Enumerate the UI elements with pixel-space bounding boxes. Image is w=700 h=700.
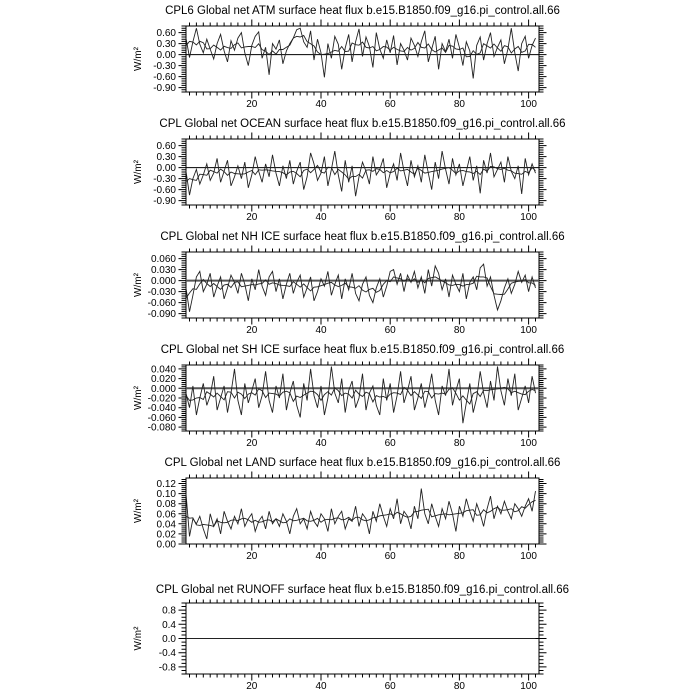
svg-text:100: 100 — [520, 212, 537, 223]
svg-text:60: 60 — [384, 325, 396, 336]
panel-atm — [0, 3, 700, 116]
svg-text:0.30: 0.30 — [156, 152, 176, 164]
svg-text:0.60: 0.60 — [156, 28, 176, 40]
svg-text:60: 60 — [384, 551, 396, 562]
svg-text:0.040: 0.040 — [150, 364, 176, 376]
svg-text:20: 20 — [246, 325, 258, 336]
panel-land — [0, 455, 700, 568]
svg-text:-0.30: -0.30 — [153, 174, 176, 186]
svg-text:-0.90: -0.90 — [153, 196, 176, 208]
svg-text:20: 20 — [246, 212, 258, 223]
svg-text:100: 100 — [520, 438, 537, 449]
svg-text:0.0: 0.0 — [162, 634, 176, 645]
series-annual — [186, 489, 536, 539]
panel-plot — [0, 598, 700, 699]
svg-text:100: 100 — [520, 99, 537, 110]
svg-text:20: 20 — [246, 551, 258, 562]
svg-text:0.02: 0.02 — [156, 529, 176, 541]
svg-text:0.8: 0.8 — [162, 605, 176, 617]
svg-text:0.030: 0.030 — [150, 265, 176, 277]
panel-plot — [0, 471, 700, 568]
svg-text:80: 80 — [453, 438, 465, 449]
svg-text:40: 40 — [315, 681, 327, 692]
svg-text:-0.8: -0.8 — [158, 662, 176, 674]
panel-title: CPL Global net NH ICE surface heat flux b.e15.B1850.f09_g16.pi_control.all.66 — [160, 231, 565, 243]
y-axis-label: W/m² — [133, 386, 144, 410]
svg-text:0.4: 0.4 — [162, 619, 176, 631]
svg-text:0.12: 0.12 — [156, 479, 176, 490]
svg-text:0.00: 0.00 — [156, 539, 176, 551]
svg-text:-0.60: -0.60 — [153, 185, 176, 197]
svg-text:40: 40 — [315, 99, 327, 110]
y-axis-label: W/m² — [133, 273, 144, 297]
series-annual — [186, 28, 536, 78]
svg-text:0.60: 0.60 — [156, 141, 176, 153]
y-axis-label: W/m² — [133, 47, 144, 71]
svg-text:40: 40 — [315, 438, 327, 449]
svg-text:0.10: 0.10 — [156, 489, 176, 501]
svg-text:20: 20 — [246, 438, 258, 449]
panel-ocean — [0, 116, 700, 229]
y-axis-label: W/m² — [133, 160, 144, 184]
svg-text:20: 20 — [246, 681, 258, 692]
series-running-mean — [186, 276, 536, 298]
svg-text:0.000: 0.000 — [150, 276, 176, 288]
svg-text:-0.030: -0.030 — [147, 287, 176, 299]
panel-plot — [0, 132, 700, 229]
panel-title: CPL Global net OCEAN surface heat flux b.e15.B1850.f09_g16.pi_control.all.66 — [159, 118, 566, 130]
svg-text:-0.090: -0.090 — [147, 309, 176, 321]
panel-nh-ice — [0, 229, 700, 342]
svg-text:-0.4: -0.4 — [158, 648, 176, 660]
panel-plot — [0, 358, 700, 455]
panel-title: CPL Global net RUNOFF surface heat flux b.e15.B1850.f09_g16.pi_control.all.66 — [155, 584, 570, 596]
panel-plot — [0, 245, 700, 342]
svg-text:80: 80 — [453, 212, 465, 223]
svg-text:0.060: 0.060 — [150, 254, 176, 266]
svg-text:60: 60 — [384, 681, 396, 692]
svg-text:80: 80 — [453, 551, 465, 562]
svg-text:100: 100 — [520, 551, 537, 562]
svg-text:-0.60: -0.60 — [153, 72, 176, 84]
svg-text:80: 80 — [453, 325, 465, 336]
svg-text:-0.060: -0.060 — [147, 298, 176, 310]
svg-text:-0.020: -0.020 — [147, 393, 176, 405]
svg-text:60: 60 — [384, 212, 396, 223]
y-axis-label: W/m² — [133, 499, 144, 523]
panel-title: CPL6 Global net ATM surface heat flux b.e15.B1850.f09_g16.pi_control.all.66 — [165, 5, 560, 17]
panel-sh-ice — [0, 342, 700, 455]
panel-runoff — [0, 582, 700, 699]
svg-text:40: 40 — [315, 212, 327, 223]
svg-text:80: 80 — [453, 99, 465, 110]
svg-text:0.00: 0.00 — [156, 50, 176, 62]
svg-text:0.30: 0.30 — [156, 39, 176, 51]
panel-plot — [0, 19, 700, 116]
svg-text:0.08: 0.08 — [156, 499, 176, 511]
svg-text:0.020: 0.020 — [150, 374, 176, 386]
svg-text:-0.90: -0.90 — [153, 83, 176, 95]
svg-text:100: 100 — [520, 681, 537, 692]
svg-text:40: 40 — [315, 325, 327, 336]
svg-text:20: 20 — [246, 99, 258, 110]
panel-title: CPL Global net SH ICE surface heat flux b.e15.B1850.f09_g16.pi_control.all.66 — [160, 344, 565, 356]
svg-text:0.000: 0.000 — [150, 383, 176, 395]
svg-text:0.06: 0.06 — [156, 509, 176, 521]
svg-text:-0.30: -0.30 — [153, 61, 176, 73]
svg-text:-0.060: -0.060 — [147, 412, 176, 424]
svg-text:60: 60 — [384, 438, 396, 449]
figure — [0, 3, 700, 699]
y-axis-label: W/m² — [133, 626, 144, 651]
svg-text:-0.040: -0.040 — [147, 403, 176, 415]
svg-text:0.04: 0.04 — [156, 519, 176, 531]
svg-text:100: 100 — [520, 325, 537, 336]
svg-text:-0.080: -0.080 — [147, 422, 176, 434]
svg-text:60: 60 — [384, 99, 396, 110]
svg-text:40: 40 — [315, 551, 327, 562]
svg-text:80: 80 — [453, 681, 465, 692]
svg-text:0.00: 0.00 — [156, 163, 176, 175]
panel-title: CPL Global net LAND surface heat flux b.e15.B1850.f09_g16.pi_control.all.66 — [164, 457, 561, 469]
